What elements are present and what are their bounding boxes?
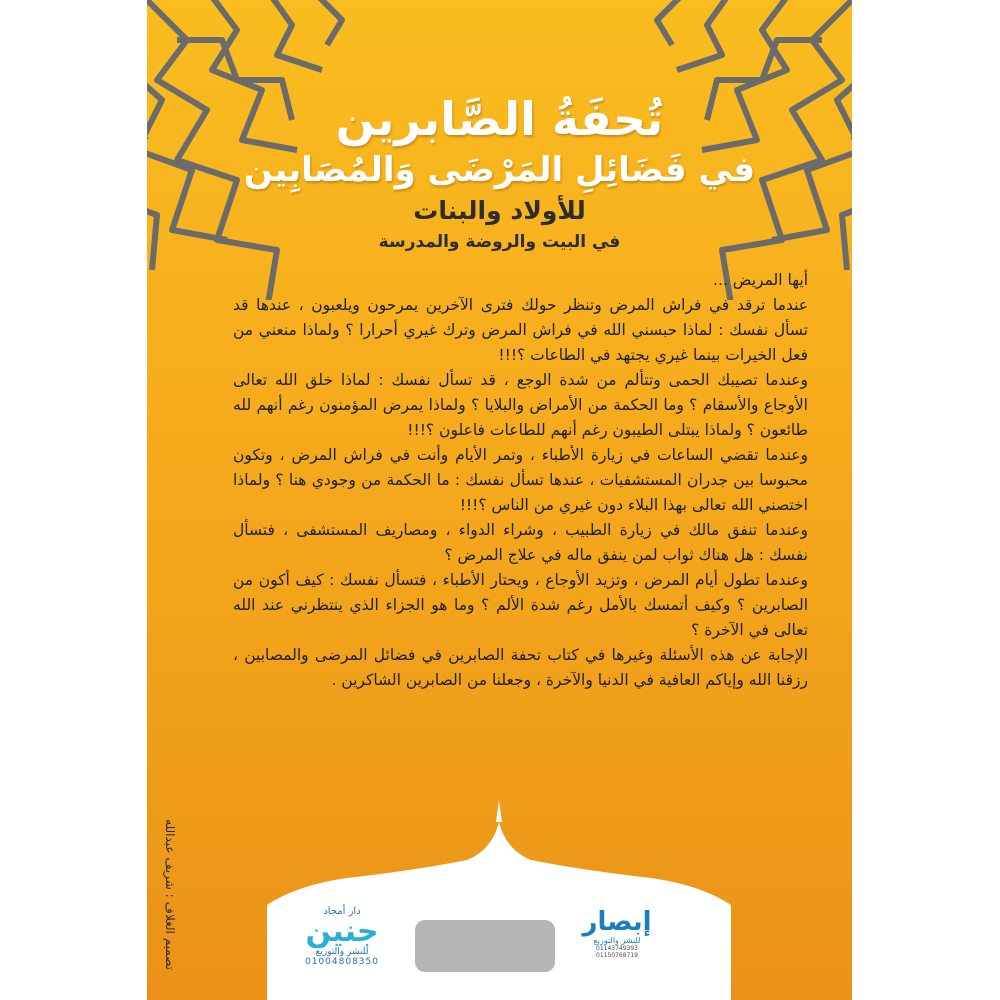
barcode-placeholder bbox=[415, 920, 555, 972]
blurb-paragraph: وعندما تقضي الساعات في زيارة الأطباء ، وتمر الأيام وأنت في فراش المرض ، وتكون محبوسا بين جدران المستشفيات ، عندها تسأل نفسك : ما الحكمة من وجودي هنا ؟ ولماذا اختصني الله تعالى بهذا البلاء دون غيري من الناس ؟!!! bbox=[233, 446, 808, 514]
publisher-name: جنين bbox=[305, 914, 379, 949]
settings-line: في البيت والروضة والمدرسة bbox=[378, 232, 621, 252]
audience-line: للأولاد والبنات bbox=[413, 196, 586, 225]
publisher-name: إبصار bbox=[582, 907, 652, 937]
publisher-small-label: دار أمجاد bbox=[323, 906, 361, 917]
book-title: تُحفَةُ الصَّابرين bbox=[335, 92, 664, 146]
blurb-paragraph: وعندما تنفق مالك في زيارة الطبيب ، وشراء الدواء ، ومصاريف المستشفى ، فتسأل نفسك : هل هناك ثواب لمن ينفق ماله في علاج المرض ؟ bbox=[233, 521, 808, 564]
publisher-logo-amjad bbox=[287, 906, 397, 986]
blurb-paragraph: وعندما تصيبك الحمى وتتألم من شدة الوجع ، قد تسأل نفسك : لماذا خلق الله تعالى الأوجاع والأسقام ؟ وما الحكمة من الأمراض والبلايا ؟ ولماذا يمرض المؤمنون رغم أنهم لله طائعون ؟ ولماذا يبتلى الطيبون رغم أنهم للطاعات فاعلون ؟!!! bbox=[233, 371, 808, 439]
blurb-paragraph: الإجابة عن هذه الأسئلة وغيرها في كتاب تحفة الصابرين في فضائل المرضى والمصابين ، رزقنا الله وإياكم العافية في الدنيا والآخرة ، وجعلنا من الصابرين الشاكرين . bbox=[233, 646, 808, 689]
publisher-phone: 01004808350 bbox=[305, 957, 379, 967]
blurb-paragraph: عندما ترقد في فراش المرض وتنظر حولك فترى الآخرين يمرحون ويلعبون ، عندها قد تسأل نفسك : لماذا حبسني الله في فراش المرض وترك غيري أحرارا ؟ ولماذا منعني من فعل الخيرات بينما غيري يجتهد في الطاعات ؟!!! bbox=[233, 296, 808, 364]
publisher-logo-ebsar bbox=[567, 908, 667, 986]
dome-shape bbox=[147, 0, 852, 1000]
book-subtitle: في فَضَائِلِ المَرْضَى وَالمُصَابِين bbox=[243, 150, 756, 190]
blurb-paragraph: أيها المريض ... bbox=[713, 271, 808, 289]
publisher-tagline: للنشر والتوزيع bbox=[315, 947, 369, 957]
publisher-phone: 01150768719 bbox=[596, 952, 638, 959]
publisher-tagline: للنشر والتوزيع bbox=[593, 936, 641, 945]
publisher-phone: 01143749393 bbox=[596, 945, 638, 952]
book-back-cover bbox=[147, 0, 852, 1000]
cover-design-credit: تصميم الغلاف : شريف عبدالله bbox=[163, 819, 177, 970]
blurb-paragraph: وعندما تطول أيام المرض ، وتزيد الأوجاع ، ويحتار الأطباء ، فتسأل نفسك : كيف أكون من الصابرين ؟ وكيف أتمسك بالأمل رغم شدة الألم ؟ وما هو الجزاء الذي ينتظرني عند الله تعالى في الآخرة ؟ bbox=[233, 571, 808, 639]
